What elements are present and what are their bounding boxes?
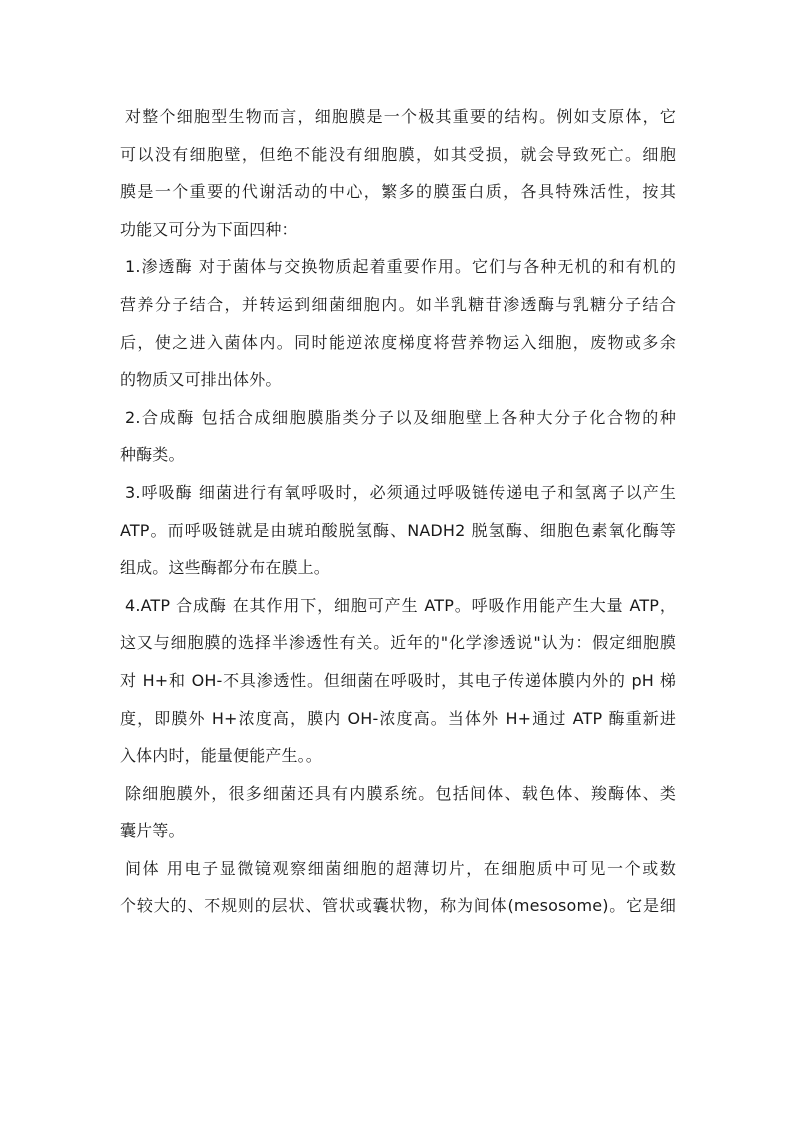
text-line: 除细胞膜外，很多细菌还具有内膜系统。包括间体、载色体、羧酶体、类 bbox=[125, 783, 676, 803]
document-body bbox=[120, 98, 676, 925]
text-line: 4.ATP 合成酶 在其作用下，细胞可产生 ATP。呼吸作用能产生大量 ATP， bbox=[125, 595, 676, 615]
text-line: 这又与细胞膜的选择半渗透性有关。近年的"化学渗透说"认为：假定细胞膜 bbox=[120, 633, 676, 653]
text-line: 间体 用电子显微镜观察细菌细胞的超薄切片，在细胞质中可见一个或数 bbox=[125, 858, 676, 878]
text-line: 1.渗透酶 对于菌体与交换物质起着重要作用。它们与各种无机的和有机的 bbox=[125, 257, 676, 277]
text-line: 的物质又可排出体外。 bbox=[120, 370, 282, 390]
text-line: ATP。而呼吸链就是由琥珀酸脱氢酶、NADH2 脱氢酶、细胞色素氧化酶等 bbox=[120, 520, 676, 540]
text-line: 组成。这些酶都分布在膜上。 bbox=[120, 558, 330, 578]
text-line: 可以没有细胞壁，但绝不能没有细胞膜，如其受损，就会导致死亡。细胞 bbox=[120, 144, 676, 164]
text-line: 2.合成酶 包括合成细胞膜脂类分子以及细胞壁上各种大分子化合物的种 bbox=[125, 407, 676, 427]
text-line: 度，即膜外 H+浓度高，膜内 OH-浓度高。当体外 H+通过 ATP 酶重新进 bbox=[120, 708, 676, 728]
text-line: 入体内时，能量便能产生。。 bbox=[120, 746, 322, 766]
text-line: 膜是一个重要的代谢活动的中心，繁多的膜蛋白质，各具特殊活性，按其 bbox=[120, 182, 676, 202]
text-line: 3.呼吸酶 细菌进行有氧呼吸时，必须通过呼吸链传递电子和氢离子以产生 bbox=[125, 482, 676, 502]
text-line: 功能又可分为下面四种： bbox=[120, 219, 298, 239]
text-line: 后，使之进入菌体内。同时能逆浓度梯度将营养物运入细胞，废物或多余 bbox=[120, 332, 676, 352]
text-line: 对 H+和 OH-不具渗透性。但细菌在呼吸时，其电子传递体膜内外的 pH 梯 bbox=[120, 670, 676, 690]
text-line: 种酶类。 bbox=[120, 445, 185, 465]
text-line: 囊片等。 bbox=[120, 821, 185, 841]
text-line: 营养分子结合，并转运到细菌细胞内。如半乳糖苷渗透酶与乳糖分子结合 bbox=[120, 294, 676, 314]
text-line: 个较大的、不规则的层状、管状或囊状物，称为间体(mesosome)。它是细 bbox=[120, 896, 676, 916]
text-line: 对整个细胞型生物而言，细胞膜是一个极其重要的结构。例如支原体，它 bbox=[125, 107, 676, 126]
